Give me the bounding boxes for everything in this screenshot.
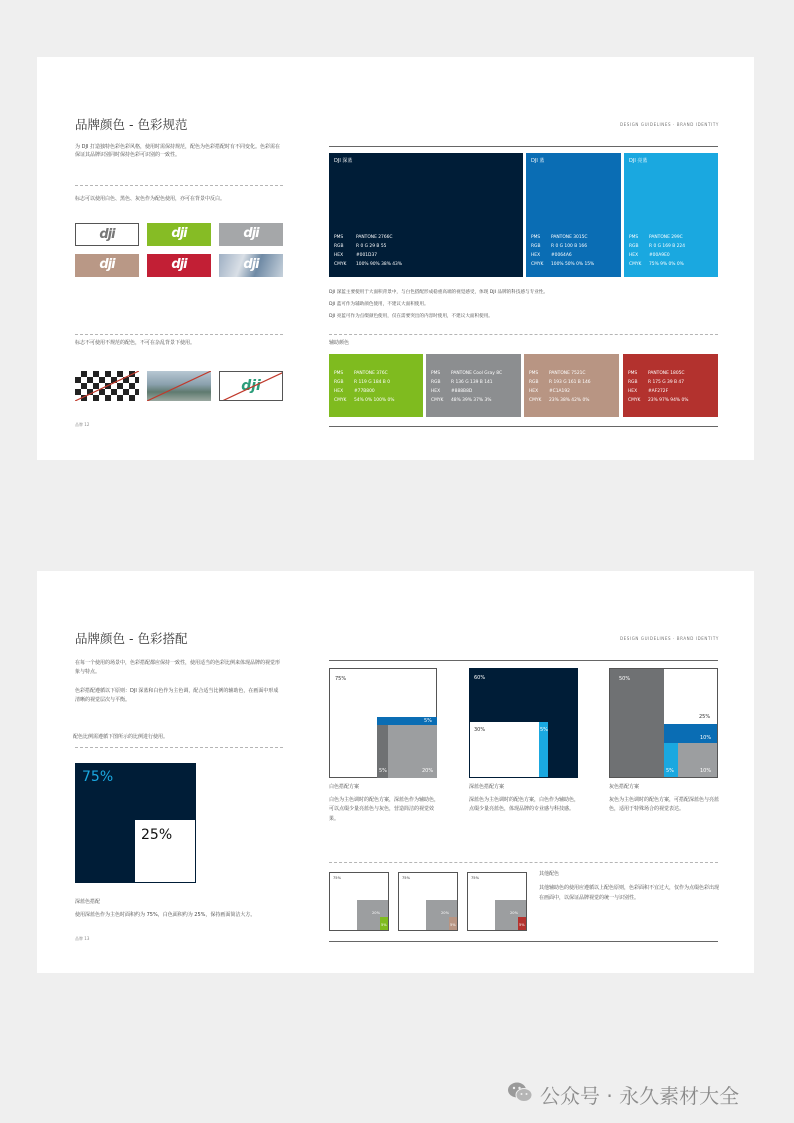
divider bbox=[329, 334, 718, 335]
divider bbox=[75, 747, 283, 748]
combo-caption: 深蓝色搭配方案 深蓝色为主色调时的配色方案，白色作为辅助色，点缀少量亮蓝色，体现品牌的专业感与科技感。 bbox=[469, 784, 580, 812]
logo-mark: dji bbox=[243, 257, 259, 272]
pantone-value: PANTONE 2766C bbox=[356, 235, 393, 240]
big-caption-title: 深蓝色搭配 bbox=[75, 899, 101, 905]
wrong-color-logo bbox=[219, 371, 283, 401]
hex-value: #001D37 bbox=[356, 253, 378, 258]
wrong-photo-background bbox=[147, 371, 211, 401]
strike-icon bbox=[220, 372, 283, 401]
ratio-label: 10% bbox=[700, 735, 712, 741]
ratio-label: 75% bbox=[335, 676, 347, 682]
bottom-rule bbox=[329, 426, 718, 427]
swatch-cool-gray: PMS PANTONE Cool Gray 8C RGB R 136 G 139 B 141 HEX #888B8D CMYK 48% 39% 37% 3% bbox=[426, 354, 521, 417]
primary-notes bbox=[329, 287, 719, 323]
logo-section-label: 标志可以使用白色、黑色、灰色作为配色使用，亦可在背景中反白。 bbox=[75, 196, 226, 202]
swatch-values: PMS PANTONE 3015C RGB R 0 G 100 B 166 HEX #0064A6 CMYK 100% 50% 0% 15% bbox=[531, 235, 595, 267]
divider bbox=[329, 862, 718, 863]
intro-text: 为 DJI 打造独特色彩色彩风格，使用时需保持规范，配色为色彩搭配时有不同变化。色彩需在保证其品牌识别同时保持色彩可识别的一致性。 bbox=[75, 144, 280, 158]
strike-icon bbox=[75, 371, 139, 401]
ratio-label: 5% bbox=[540, 727, 548, 733]
combo-caption: 白色搭配方案 白色为主色调时的配色方案，深蓝色作为辅助色，可以点缀少量亮蓝色与灰色，营造简洁的视觉效果。 bbox=[329, 784, 440, 822]
swatch-beige: PMS PANTONE 7521C RGB R 193 G 161 B 146 HEX #C1A192 CMYK 23% 38% 42% 0% bbox=[524, 354, 619, 417]
ratio-label: 75% bbox=[82, 769, 114, 785]
logo-mark: dji bbox=[241, 378, 261, 394]
bottom-rule bbox=[329, 941, 718, 942]
combo-gray bbox=[609, 668, 718, 778]
combo-gray-area bbox=[610, 669, 664, 777]
wechat-icon bbox=[506, 1078, 534, 1106]
top-rule bbox=[329, 146, 718, 147]
ratio-note: 配色比例需遵循下图所示的比例进行使用。 bbox=[73, 734, 169, 740]
secondary-label: 辅助颜色 bbox=[329, 340, 350, 346]
divider bbox=[75, 334, 283, 335]
ratio-label: 20% bbox=[422, 768, 434, 774]
header-right-text: DESIGN GUIDELINES · BRAND IDENTITY bbox=[620, 636, 719, 641]
logo-on-green bbox=[147, 223, 211, 246]
page-title: 品牌颜色 - 色彩规范 bbox=[75, 117, 188, 132]
logo-mark: dji bbox=[99, 257, 115, 272]
ratio-label: 25% bbox=[699, 714, 711, 720]
mini-combo-green: 75% 20% 5% bbox=[329, 872, 389, 931]
swatch-name: DJI 亮蓝 bbox=[629, 158, 648, 164]
ratio-label: 25% bbox=[141, 827, 173, 843]
wrong-usage-label: 标志不可使用不规范的配色，不可在杂乱背景下使用。 bbox=[75, 340, 196, 346]
page-title: 品牌颜色 - 色彩搭配 bbox=[75, 631, 188, 646]
logo-on-white bbox=[75, 223, 139, 246]
page-number: 品牌 12 bbox=[75, 422, 90, 427]
logo-mark: dji bbox=[171, 257, 187, 272]
logo-on-red bbox=[147, 254, 211, 277]
swatch-values: PMS PANTONE 299C RGB R 0 G 169 B 224 HEX #00A9E0 CMYK 75% 9% 0% 0% bbox=[629, 235, 685, 267]
combo-white bbox=[329, 668, 437, 778]
other-text: 其他辅助色的使用应遵循以上配色原则，色彩面积不宜过大，仅作为点缀色彩出现在画面中，以保证品牌视觉的统一与识别性。 bbox=[539, 885, 720, 901]
page-number: 品牌 13 bbox=[75, 936, 90, 941]
watermark-text: 公众号 · 永久素材大全 bbox=[540, 1084, 740, 1108]
swatch-dji-blue bbox=[526, 153, 621, 277]
combo-light-gray bbox=[678, 743, 717, 777]
note-line: DJI 亮蓝可作为点缀颜色使用，仅在需要突出的内容时使用，不建议大面积使用。 bbox=[329, 314, 493, 319]
ratio-block-dark-blue bbox=[75, 763, 196, 883]
other-title: 其他配色 bbox=[539, 871, 560, 877]
swatch-green: PMS PANTONE 376C RGB R 119 G 184 B 0 HEX #77B800 CMYK 54% 0% 100% 0% bbox=[329, 354, 423, 417]
swatch-red: PMS PANTONE 1805C RGB R 175 G 39 B 47 HEX #AF272F CMYK 23% 97% 94% 0% bbox=[623, 354, 718, 417]
guideline-page-color-combination bbox=[37, 571, 754, 973]
mini-combo-beige: 75% 20% 5% bbox=[398, 872, 458, 931]
combo-caption: 灰色搭配方案 灰色为主色调时的配色方案，可搭配深蓝色与亮蓝色，适用于特殊场合的视觉表达。 bbox=[609, 784, 720, 812]
ratio-label: 5% bbox=[424, 718, 432, 724]
intro-text-1: 在每一个使用的场景中，色彩搭配都应保持一致性，使用适当的色彩比例来体现品牌的视觉形象与特点。 bbox=[75, 660, 281, 675]
swatch-dji-light-blue bbox=[624, 153, 718, 277]
logo-mark: dji bbox=[243, 226, 259, 241]
rgb-value: R 0 G 29 B 55 bbox=[356, 244, 387, 249]
divider bbox=[75, 185, 283, 186]
logo-mark: dji bbox=[99, 227, 115, 242]
note-line: DJI 深蓝主要使用于大面积背景中，与白色搭配形成稳重高端的视觉感受，体现 DJI 品牌的科技感与专业性。 bbox=[329, 290, 549, 295]
logo-on-gray bbox=[219, 223, 283, 246]
logo-on-photo bbox=[219, 254, 283, 277]
guideline-page-color-spec bbox=[37, 57, 754, 460]
logo-on-beige bbox=[75, 254, 139, 277]
ratio-label: 10% bbox=[700, 768, 712, 774]
ratio-label: 50% bbox=[619, 676, 631, 682]
intro-text-2: 色彩搭配遵循以下原则：DJI 深蓝和白色作为主色调，配合适当比例的辅助色，在画面中形成清晰的视觉层次与平衡。 bbox=[75, 688, 279, 703]
note-line: DJI 蓝可作为辅助颜色使用，不建议大面积使用。 bbox=[329, 302, 429, 307]
cmyk-value: 100% 90% 38% 43% bbox=[356, 262, 403, 267]
swatch-name: DJI 蓝 bbox=[531, 158, 545, 164]
swatch-dji-dark-blue bbox=[329, 153, 523, 277]
header-right-text: DESIGN GUIDELINES · BRAND IDENTITY bbox=[620, 122, 719, 127]
combo-dark-blue bbox=[469, 668, 578, 778]
big-caption: 使用深蓝色作为主色时面积约为 75%，白色面积约为 25%，保持画面简洁大方。 bbox=[75, 912, 256, 918]
swatch-name: DJI 深蓝 bbox=[334, 158, 353, 164]
strike-icon bbox=[147, 371, 211, 401]
mini-combo-red: 75% 20% 5% bbox=[467, 872, 527, 931]
ratio-label: 5% bbox=[379, 768, 387, 774]
swatch-values: PMS PANTONE 2766C RGB R 0 G 29 B 55 HEX #001D37 CMYK 100% 90% 38% 43% bbox=[334, 235, 403, 267]
top-rule bbox=[329, 660, 718, 661]
wrong-checker-background bbox=[75, 371, 139, 401]
logo-mark: dji bbox=[171, 226, 187, 241]
ratio-block-white bbox=[135, 820, 195, 882]
ratio-label: 5% bbox=[666, 768, 674, 774]
ratio-label: 60% bbox=[474, 675, 486, 681]
ratio-label: 30% bbox=[474, 727, 486, 733]
